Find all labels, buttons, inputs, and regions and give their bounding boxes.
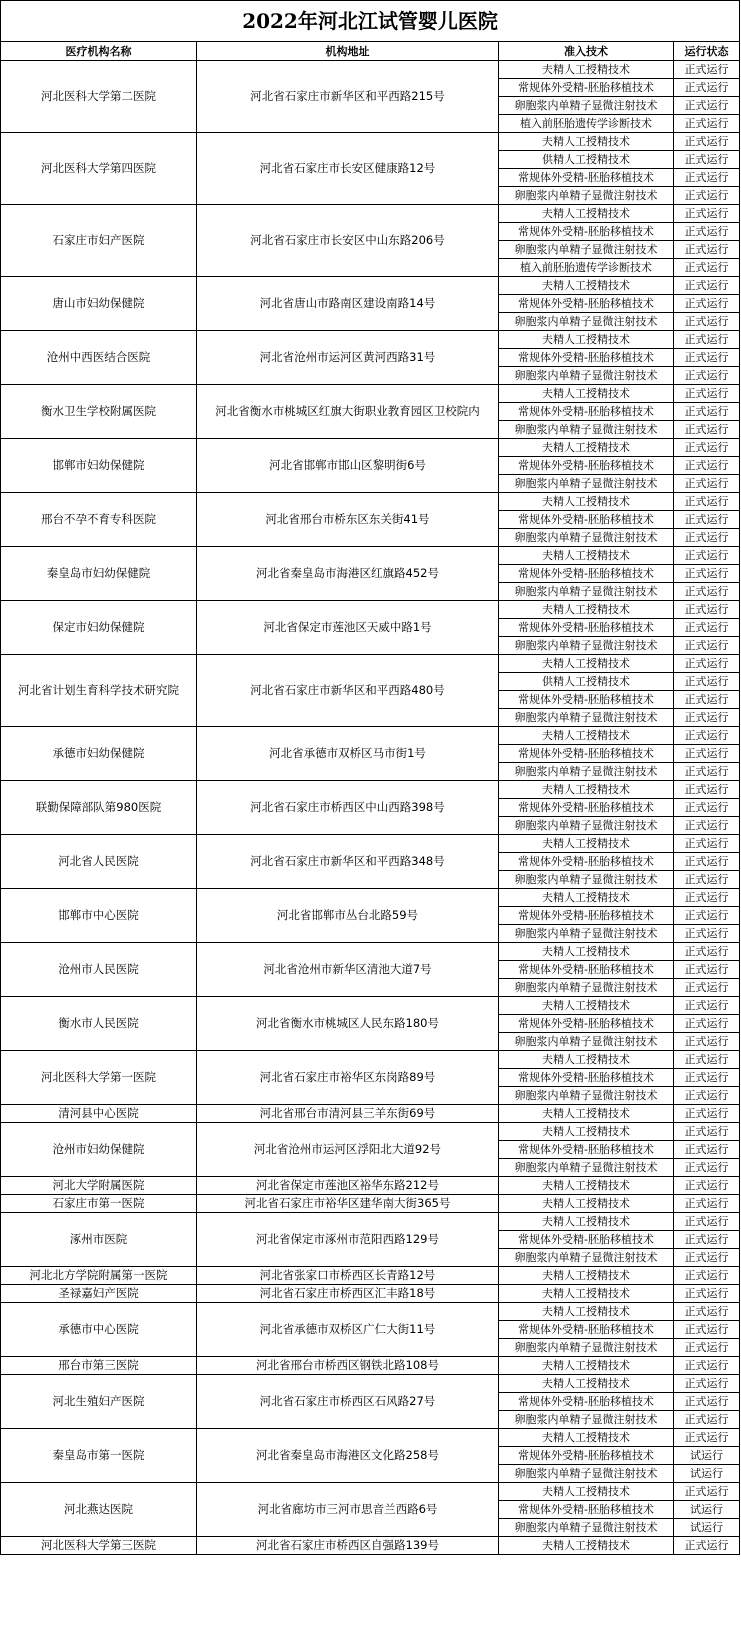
status-cell: 正式运行 xyxy=(674,439,740,457)
table-row xyxy=(1,781,740,799)
status-cell: 正式运行 xyxy=(674,583,740,601)
table-row xyxy=(1,331,740,349)
tech-cell: 卵胞浆内单精子显微注射技术 xyxy=(499,1033,674,1051)
tech-cell: 常规体外受精-胚胎移植技术 xyxy=(499,1231,674,1249)
status-cell: 正式运行 xyxy=(674,385,740,403)
tech-cell: 夫精人工授精技术 xyxy=(499,1483,674,1501)
tech-cell: 夫精人工授精技术 xyxy=(499,601,674,619)
tech-cell: 夫精人工授精技术 xyxy=(499,1303,674,1321)
tech-cell: 常规体外受精-胚胎移植技术 xyxy=(499,511,674,529)
status-cell: 正式运行 xyxy=(674,1141,740,1159)
status-cell: 正式运行 xyxy=(674,961,740,979)
status-cell: 正式运行 xyxy=(674,1015,740,1033)
hospital-name: 河北医科大学第四医院 xyxy=(1,133,197,205)
tech-cell: 常规体外受精-胚胎移植技术 xyxy=(499,853,674,871)
status-cell: 正式运行 xyxy=(674,349,740,367)
status-cell: 正式运行 xyxy=(674,1069,740,1087)
tech-cell: 夫精人工授精技术 xyxy=(499,1051,674,1069)
tech-cell: 卵胞浆内单精子显微注射技术 xyxy=(499,925,674,943)
hospital-name: 圣禄嘉妇产医院 xyxy=(1,1285,197,1303)
tech-cell: 卵胞浆内单精子显微注射技术 xyxy=(499,871,674,889)
status-cell: 正式运行 xyxy=(674,547,740,565)
hospital-address: 河北省邯郸市邯山区黎明街6号 xyxy=(197,439,499,493)
table-body xyxy=(1,61,740,1555)
tech-cell: 卵胞浆内单精子显微注射技术 xyxy=(499,637,674,655)
table-row xyxy=(1,1375,740,1393)
status-cell: 正式运行 xyxy=(674,709,740,727)
hospital-address: 河北省承德市双桥区马市街1号 xyxy=(197,727,499,781)
status-cell: 正式运行 xyxy=(674,313,740,331)
tech-cell: 夫精人工授精技术 xyxy=(499,1195,674,1213)
table-row xyxy=(1,205,740,223)
tech-cell: 夫精人工授精技术 xyxy=(499,1177,674,1195)
page-title: 2022年河北江试管婴儿医院 xyxy=(1,1,740,42)
hospital-address: 河北省秦皇岛市海港区文化路258号 xyxy=(197,1429,499,1483)
tech-cell: 夫精人工授精技术 xyxy=(499,1105,674,1123)
tech-cell: 夫精人工授精技术 xyxy=(499,1357,674,1375)
hospital-address: 河北省石家庄市新华区和平西路215号 xyxy=(197,61,499,133)
tech-cell: 常规体外受精-胚胎移植技术 xyxy=(499,349,674,367)
status-cell: 正式运行 xyxy=(674,511,740,529)
tech-cell: 夫精人工授精技术 xyxy=(499,205,674,223)
tech-cell: 夫精人工授精技术 xyxy=(499,889,674,907)
status-cell: 正式运行 xyxy=(674,331,740,349)
tech-cell: 夫精人工授精技术 xyxy=(499,1267,674,1285)
tech-cell: 常规体外受精-胚胎移植技术 xyxy=(499,1321,674,1339)
status-cell: 正式运行 xyxy=(674,1339,740,1357)
status-cell: 正式运行 xyxy=(674,727,740,745)
hospital-address: 河北省沧州市新华区清池大道7号 xyxy=(197,943,499,997)
hospital-name: 邢台市第三医院 xyxy=(1,1357,197,1375)
table-row xyxy=(1,997,740,1015)
hospital-name: 秦皇岛市第一医院 xyxy=(1,1429,197,1483)
status-cell: 正式运行 xyxy=(674,853,740,871)
hospital-name: 衡水卫生学校附属医院 xyxy=(1,385,197,439)
status-cell: 正式运行 xyxy=(674,1087,740,1105)
tech-cell: 植入前胚胎遗传学诊断技术 xyxy=(499,259,674,277)
hospital-name: 沧州市人民医院 xyxy=(1,943,197,997)
tech-cell: 夫精人工授精技术 xyxy=(499,997,674,1015)
hospital-address: 河北省邢台市清河县三羊东街69号 xyxy=(197,1105,499,1123)
tech-cell: 常规体外受精-胚胎移植技术 xyxy=(499,169,674,187)
table-row xyxy=(1,385,740,403)
status-cell: 正式运行 xyxy=(674,475,740,493)
title-row xyxy=(1,1,740,42)
tech-cell: 卵胞浆内单精子显微注射技术 xyxy=(499,1339,674,1357)
tech-cell: 卵胞浆内单精子显微注射技术 xyxy=(499,1087,674,1105)
status-cell: 正式运行 xyxy=(674,1105,740,1123)
hospital-address: 河北省石家庄市桥西区汇丰路18号 xyxy=(197,1285,499,1303)
status-cell: 正式运行 xyxy=(674,1033,740,1051)
table-row xyxy=(1,889,740,907)
hospital-address: 河北省石家庄市长安区健康路12号 xyxy=(197,133,499,205)
hospital-address: 河北省沧州市运河区浮阳北大道92号 xyxy=(197,1123,499,1177)
tech-cell: 卵胞浆内单精子显微注射技术 xyxy=(499,241,674,259)
hospital-address: 河北省保定市莲池区天威中路1号 xyxy=(197,601,499,655)
tech-cell: 卵胞浆内单精子显微注射技术 xyxy=(499,817,674,835)
tech-cell: 常规体外受精-胚胎移植技术 xyxy=(499,457,674,475)
tech-cell: 夫精人工授精技术 xyxy=(499,727,674,745)
status-cell: 正式运行 xyxy=(674,1123,740,1141)
status-cell: 试运行 xyxy=(674,1447,740,1465)
tech-cell: 常规体外受精-胚胎移植技术 xyxy=(499,799,674,817)
table-row xyxy=(1,547,740,565)
table-row xyxy=(1,439,740,457)
tech-cell: 常规体外受精-胚胎移植技术 xyxy=(499,907,674,925)
hospital-name: 河北省人民医院 xyxy=(1,835,197,889)
hospital-name: 沧州中西医结合医院 xyxy=(1,331,197,385)
table-row xyxy=(1,601,740,619)
tech-cell: 常规体外受精-胚胎移植技术 xyxy=(499,79,674,97)
status-cell: 正式运行 xyxy=(674,1375,740,1393)
hospital-address: 河北省石家庄市桥西区石风路27号 xyxy=(197,1375,499,1429)
status-cell: 正式运行 xyxy=(674,565,740,583)
hospital-address: 河北省石家庄市桥西区自强路139号 xyxy=(197,1537,499,1555)
hospital-name: 沧州市妇幼保健院 xyxy=(1,1123,197,1177)
status-cell: 正式运行 xyxy=(674,943,740,961)
tech-cell: 夫精人工授精技术 xyxy=(499,1537,674,1555)
table-row xyxy=(1,835,740,853)
tech-cell: 常规体外受精-胚胎移植技术 xyxy=(499,1393,674,1411)
tech-cell: 常规体外受精-胚胎移植技术 xyxy=(499,1447,674,1465)
table-row xyxy=(1,1123,740,1141)
status-cell: 正式运行 xyxy=(674,115,740,133)
tech-cell: 卵胞浆内单精子显微注射技术 xyxy=(499,97,674,115)
status-cell: 正式运行 xyxy=(674,799,740,817)
status-cell: 正式运行 xyxy=(674,1483,740,1501)
status-cell: 正式运行 xyxy=(674,655,740,673)
status-cell: 正式运行 xyxy=(674,601,740,619)
status-cell: 正式运行 xyxy=(674,871,740,889)
hospital-name: 河北医科大学第二医院 xyxy=(1,61,197,133)
hospital-address: 河北省邢台市桥西区钢铁北路108号 xyxy=(197,1357,499,1375)
tech-cell: 卵胞浆内单精子显微注射技术 xyxy=(499,1465,674,1483)
tech-cell: 常规体外受精-胚胎移植技术 xyxy=(499,745,674,763)
status-cell: 正式运行 xyxy=(674,97,740,115)
status-cell: 正式运行 xyxy=(674,745,740,763)
status-cell: 正式运行 xyxy=(674,1159,740,1177)
hospital-address: 河北省唐山市路南区建设南路14号 xyxy=(197,277,499,331)
hospital-name: 河北北方学院附属第一医院 xyxy=(1,1267,197,1285)
table-row xyxy=(1,277,740,295)
tech-cell: 卵胞浆内单精子显微注射技术 xyxy=(499,1249,674,1267)
status-cell: 正式运行 xyxy=(674,1393,740,1411)
status-cell: 正式运行 xyxy=(674,1051,740,1069)
hospital-name: 邯郸市中心医院 xyxy=(1,889,197,943)
tech-cell: 卵胞浆内单精子显微注射技术 xyxy=(499,1159,674,1177)
status-cell: 正式运行 xyxy=(674,295,740,313)
status-cell: 正式运行 xyxy=(674,79,740,97)
hospital-address: 河北省保定市涿州市范阳西路129号 xyxy=(197,1213,499,1267)
hospital-name: 衡水市人民医院 xyxy=(1,997,197,1051)
tech-cell: 卵胞浆内单精子显微注射技术 xyxy=(499,709,674,727)
tech-cell: 供精人工授精技术 xyxy=(499,673,674,691)
hospital-address: 河北省石家庄市长安区中山东路206号 xyxy=(197,205,499,277)
tech-cell: 常规体外受精-胚胎移植技术 xyxy=(499,223,674,241)
hospital-address: 河北省沧州市运河区黄河西路31号 xyxy=(197,331,499,385)
status-cell: 正式运行 xyxy=(674,1321,740,1339)
tech-cell: 常规体外受精-胚胎移植技术 xyxy=(499,619,674,637)
hospital-name: 河北生殖妇产医院 xyxy=(1,1375,197,1429)
table-row xyxy=(1,1105,740,1123)
tech-cell: 常规体外受精-胚胎移植技术 xyxy=(499,295,674,313)
status-cell: 正式运行 xyxy=(674,187,740,205)
tech-cell: 夫精人工授精技术 xyxy=(499,1285,674,1303)
tech-cell: 夫精人工授精技术 xyxy=(499,331,674,349)
tech-cell: 夫精人工授精技术 xyxy=(499,1123,674,1141)
status-cell: 正式运行 xyxy=(674,205,740,223)
status-cell: 正式运行 xyxy=(674,241,740,259)
hospital-address: 河北省承德市双桥区广仁大街11号 xyxy=(197,1303,499,1357)
hospital-name: 唐山市妇幼保健院 xyxy=(1,277,197,331)
tech-cell: 常规体外受精-胚胎移植技术 xyxy=(499,961,674,979)
hospital-name: 秦皇岛市妇幼保健院 xyxy=(1,547,197,601)
status-cell: 正式运行 xyxy=(674,1537,740,1555)
tech-cell: 卵胞浆内单精子显微注射技术 xyxy=(499,763,674,781)
status-cell: 正式运行 xyxy=(674,1303,740,1321)
status-cell: 正式运行 xyxy=(674,925,740,943)
table-row xyxy=(1,1267,740,1285)
hospital-address: 河北省衡水市桃城区人民东路180号 xyxy=(197,997,499,1051)
hospital-address: 河北省衡水市桃城区红旗大街职业教育园区卫校院内 xyxy=(197,385,499,439)
tech-cell: 夫精人工授精技术 xyxy=(499,133,674,151)
hospital-address: 河北省邢台市桥东区东关街41号 xyxy=(197,493,499,547)
tech-cell: 常规体外受精-胚胎移植技术 xyxy=(499,1069,674,1087)
table-row xyxy=(1,655,740,673)
table-row xyxy=(1,943,740,961)
tech-cell: 夫精人工授精技术 xyxy=(499,835,674,853)
status-cell: 正式运行 xyxy=(674,979,740,997)
tech-cell: 常规体外受精-胚胎移植技术 xyxy=(499,565,674,583)
table-row xyxy=(1,61,740,79)
tech-cell: 卵胞浆内单精子显微注射技术 xyxy=(499,313,674,331)
tech-cell: 夫精人工授精技术 xyxy=(499,493,674,511)
status-cell: 正式运行 xyxy=(674,1411,740,1429)
hospital-name: 石家庄市妇产医院 xyxy=(1,205,197,277)
status-cell: 正式运行 xyxy=(674,637,740,655)
table-row xyxy=(1,1213,740,1231)
status-cell: 正式运行 xyxy=(674,691,740,709)
column-header-status: 运行状态 xyxy=(674,42,740,61)
table-row xyxy=(1,1051,740,1069)
header-row xyxy=(1,42,740,61)
status-cell: 正式运行 xyxy=(674,997,740,1015)
tech-cell: 夫精人工授精技术 xyxy=(499,655,674,673)
table-row xyxy=(1,1303,740,1321)
hospital-name: 承德市中心医院 xyxy=(1,1303,197,1357)
status-cell: 正式运行 xyxy=(674,421,740,439)
tech-cell: 夫精人工授精技术 xyxy=(499,277,674,295)
hospital-address: 河北省石家庄市新华区和平西路348号 xyxy=(197,835,499,889)
hospital-name: 河北医科大学第三医院 xyxy=(1,1537,197,1555)
status-cell: 正式运行 xyxy=(674,133,740,151)
tech-cell: 夫精人工授精技术 xyxy=(499,1375,674,1393)
table-row xyxy=(1,493,740,511)
tech-cell: 卵胞浆内单精子显微注射技术 xyxy=(499,1519,674,1537)
status-cell: 正式运行 xyxy=(674,619,740,637)
status-cell: 正式运行 xyxy=(674,817,740,835)
hospital-address: 河北省石家庄市裕华区建华南大街365号 xyxy=(197,1195,499,1213)
status-cell: 正式运行 xyxy=(674,403,740,421)
hospital-name: 涿州市医院 xyxy=(1,1213,197,1267)
status-cell: 试运行 xyxy=(674,1465,740,1483)
tech-cell: 卵胞浆内单精子显微注射技术 xyxy=(499,187,674,205)
hospital-address: 河北省廊坊市三河市思音兰西路6号 xyxy=(197,1483,499,1537)
status-cell: 正式运行 xyxy=(674,277,740,295)
status-cell: 试运行 xyxy=(674,1519,740,1537)
status-cell: 试运行 xyxy=(674,1501,740,1519)
hospital-address: 河北省张家口市桥西区长青路12号 xyxy=(197,1267,499,1285)
table-row xyxy=(1,1429,740,1447)
hospital-name: 河北大学附属医院 xyxy=(1,1177,197,1195)
table-row xyxy=(1,1195,740,1213)
tech-cell: 常规体外受精-胚胎移植技术 xyxy=(499,1141,674,1159)
table-row xyxy=(1,1177,740,1195)
hospital-name: 河北省计划生育科学技术研究院 xyxy=(1,655,197,727)
tech-cell: 卵胞浆内单精子显微注射技术 xyxy=(499,529,674,547)
hospital-address: 河北省石家庄市裕华区东岗路89号 xyxy=(197,1051,499,1105)
table-row xyxy=(1,727,740,745)
tech-cell: 卵胞浆内单精子显微注射技术 xyxy=(499,421,674,439)
status-cell: 正式运行 xyxy=(674,529,740,547)
tech-cell: 夫精人工授精技术 xyxy=(499,781,674,799)
hospital-address: 河北省石家庄市新华区和平西路480号 xyxy=(197,655,499,727)
tech-cell: 夫精人工授精技术 xyxy=(499,943,674,961)
tech-cell: 卵胞浆内单精子显微注射技术 xyxy=(499,979,674,997)
status-cell: 正式运行 xyxy=(674,1429,740,1447)
status-cell: 正式运行 xyxy=(674,367,740,385)
status-cell: 正式运行 xyxy=(674,781,740,799)
hospital-address: 河北省保定市莲池区裕华东路212号 xyxy=(197,1177,499,1195)
status-cell: 正式运行 xyxy=(674,1195,740,1213)
column-header-address: 机构地址 xyxy=(197,42,499,61)
tech-cell: 夫精人工授精技术 xyxy=(499,1429,674,1447)
table-row xyxy=(1,133,740,151)
hospital-name: 邢台不孕不育专科医院 xyxy=(1,493,197,547)
column-header-tech: 准入技术 xyxy=(499,42,674,61)
tech-cell: 常规体外受精-胚胎移植技术 xyxy=(499,403,674,421)
hospital-name: 石家庄市第一医院 xyxy=(1,1195,197,1213)
hospital-address: 河北省石家庄市桥西区中山西路398号 xyxy=(197,781,499,835)
hospital-name: 河北燕达医院 xyxy=(1,1483,197,1537)
tech-cell: 常规体外受精-胚胎移植技术 xyxy=(499,1501,674,1519)
tech-cell: 卵胞浆内单精子显微注射技术 xyxy=(499,475,674,493)
status-cell: 正式运行 xyxy=(674,259,740,277)
table-row xyxy=(1,1483,740,1501)
status-cell: 正式运行 xyxy=(674,151,740,169)
status-cell: 正式运行 xyxy=(674,907,740,925)
tech-cell: 卵胞浆内单精子显微注射技术 xyxy=(499,1411,674,1429)
status-cell: 正式运行 xyxy=(674,1249,740,1267)
status-cell: 正式运行 xyxy=(674,673,740,691)
tech-cell: 卵胞浆内单精子显微注射技术 xyxy=(499,583,674,601)
hospital-name: 河北医科大学第一医院 xyxy=(1,1051,197,1105)
tech-cell: 夫精人工授精技术 xyxy=(499,385,674,403)
tech-cell: 供精人工授精技术 xyxy=(499,151,674,169)
table-row xyxy=(1,1357,740,1375)
tech-cell: 夫精人工授精技术 xyxy=(499,439,674,457)
status-cell: 正式运行 xyxy=(674,1267,740,1285)
status-cell: 正式运行 xyxy=(674,223,740,241)
tech-cell: 常规体外受精-胚胎移植技术 xyxy=(499,691,674,709)
hospital-name: 邯郸市妇幼保健院 xyxy=(1,439,197,493)
table-row xyxy=(1,1537,740,1555)
tech-cell: 植入前胚胎遗传学诊断技术 xyxy=(499,115,674,133)
status-cell: 正式运行 xyxy=(674,1357,740,1375)
status-cell: 正式运行 xyxy=(674,1231,740,1249)
status-cell: 正式运行 xyxy=(674,1177,740,1195)
status-cell: 正式运行 xyxy=(674,763,740,781)
status-cell: 正式运行 xyxy=(674,493,740,511)
tech-cell: 卵胞浆内单精子显微注射技术 xyxy=(499,367,674,385)
hospital-address: 河北省邯郸市丛台北路59号 xyxy=(197,889,499,943)
table-row xyxy=(1,1285,740,1303)
status-cell: 正式运行 xyxy=(674,1213,740,1231)
status-cell: 正式运行 xyxy=(674,61,740,79)
hospital-address: 河北省秦皇岛市海港区红旗路452号 xyxy=(197,547,499,601)
status-cell: 正式运行 xyxy=(674,169,740,187)
status-cell: 正式运行 xyxy=(674,1285,740,1303)
tech-cell: 夫精人工授精技术 xyxy=(499,61,674,79)
hospital-name: 承德市妇幼保健院 xyxy=(1,727,197,781)
status-cell: 正式运行 xyxy=(674,889,740,907)
tech-cell: 常规体外受精-胚胎移植技术 xyxy=(499,1015,674,1033)
hospital-name: 联勤保障部队第980医院 xyxy=(1,781,197,835)
hospital-name: 保定市妇幼保健院 xyxy=(1,601,197,655)
tech-cell: 夫精人工授精技术 xyxy=(499,1213,674,1231)
status-cell: 正式运行 xyxy=(674,457,740,475)
hospital-name: 清河县中心医院 xyxy=(1,1105,197,1123)
tech-cell: 夫精人工授精技术 xyxy=(499,547,674,565)
status-cell: 正式运行 xyxy=(674,835,740,853)
column-header-name: 医疗机构名称 xyxy=(1,42,197,61)
